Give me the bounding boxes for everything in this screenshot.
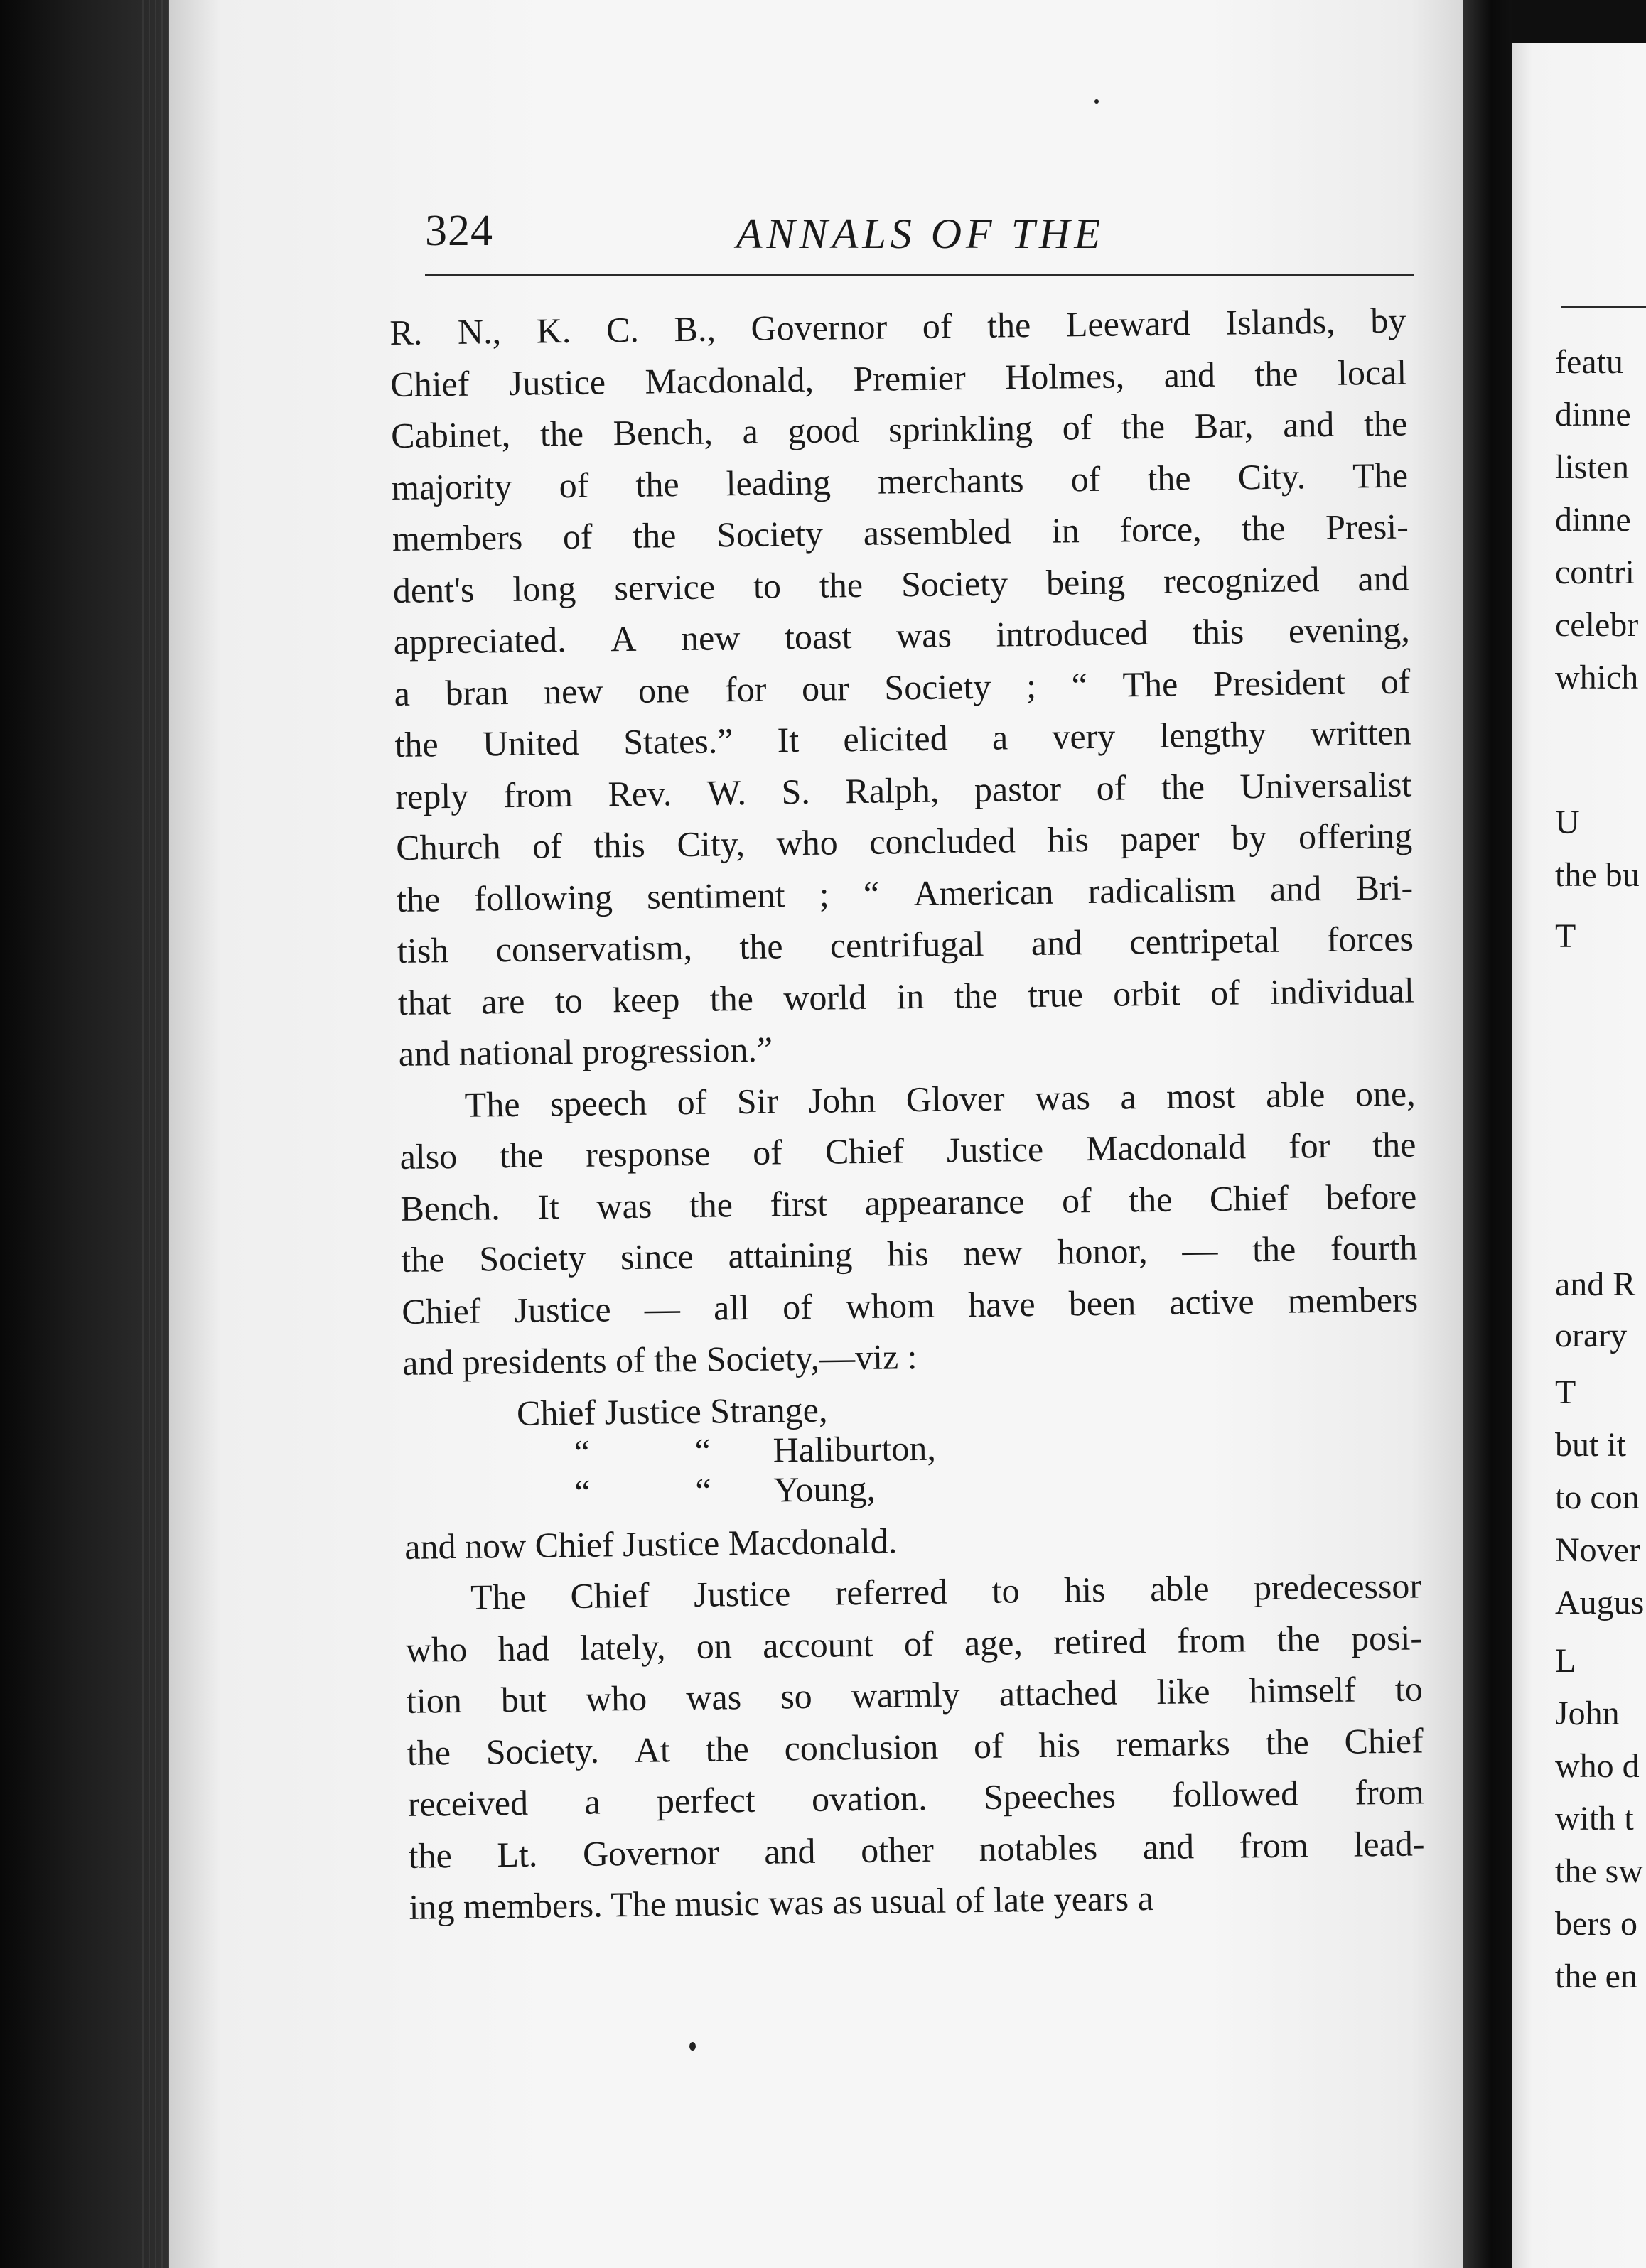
word: been (1068, 1282, 1136, 1323)
word: from (1176, 1619, 1247, 1660)
word: ; (1026, 665, 1037, 706)
word: warmly (851, 1674, 960, 1716)
word: tion (406, 1680, 463, 1721)
right-page-text-fragment: orary (1555, 1317, 1628, 1354)
word: by (1370, 300, 1406, 341)
word: recognized (1163, 558, 1320, 601)
word: It (537, 1186, 560, 1227)
word: majority (391, 465, 512, 507)
word: elicited (843, 718, 948, 760)
word: of (532, 826, 563, 866)
word: of (922, 306, 952, 346)
body-text (389, 295, 1426, 1933)
word: the (408, 1835, 453, 1876)
word: Justice (946, 1128, 1044, 1170)
text-line-content: ing members. The music was as usual of late years a (409, 1878, 1154, 1927)
word: At (634, 1729, 671, 1770)
word: members (1287, 1278, 1419, 1321)
ditto-mark: “ (695, 1470, 711, 1511)
word: Speeches (983, 1775, 1117, 1817)
word: since (620, 1236, 694, 1278)
word: of (752, 1132, 783, 1172)
word: Bri- (1355, 866, 1414, 907)
right-page-text-fragment: John (1555, 1695, 1620, 1732)
word: keep (612, 978, 680, 1020)
word: and (1031, 922, 1083, 963)
word: radicalism (1087, 869, 1237, 911)
word: Society (478, 1237, 586, 1279)
ditto-mark: “ (694, 1430, 711, 1471)
word: who (776, 822, 839, 863)
word: and (1357, 558, 1409, 598)
word: leading (726, 461, 832, 503)
word: the (705, 1728, 750, 1769)
word: the (1265, 1721, 1310, 1762)
word: of (973, 1725, 1004, 1766)
word: new (963, 1232, 1023, 1273)
word: was (895, 615, 952, 656)
word: are (480, 981, 525, 1021)
word: remarks (1115, 1722, 1231, 1764)
word: of (1061, 1179, 1092, 1221)
word: It (777, 720, 800, 760)
right-page-text-fragment: which (1555, 659, 1639, 696)
word: like (1156, 1671, 1210, 1712)
word: the (986, 304, 1031, 345)
word: of (1210, 971, 1241, 1012)
word: the (635, 463, 679, 504)
word: true (1027, 973, 1084, 1015)
word: appreciated. (393, 619, 566, 662)
word: Chief (1344, 1719, 1424, 1761)
word: The (1352, 455, 1409, 495)
word: before (1325, 1175, 1417, 1217)
word: Society (900, 562, 1008, 604)
word: the (1161, 766, 1205, 807)
word: a (742, 411, 759, 451)
word: the (1147, 457, 1191, 498)
word: able (1149, 1568, 1210, 1609)
word: following (474, 876, 613, 919)
word: Sir (736, 1080, 779, 1121)
right-page-text-fragment: with t (1555, 1800, 1634, 1837)
word: the (1363, 403, 1408, 444)
paragraph-reply (405, 1560, 1426, 1933)
word: Rev. (608, 772, 672, 814)
chief-justice-list (403, 1382, 1421, 1513)
word: Society (883, 666, 991, 708)
word: his (886, 1233, 929, 1274)
word: Governor (582, 1832, 719, 1874)
word: for (1288, 1125, 1330, 1166)
word: merchants (877, 459, 1024, 502)
word: — (1182, 1229, 1218, 1270)
word: this (593, 824, 646, 865)
word: City. (1237, 455, 1306, 497)
text-line-content: and national progression.” (398, 1029, 773, 1074)
word: centrifugal (829, 923, 984, 966)
word: world (782, 976, 867, 1017)
text-line-content: and presidents of the Society,—viz : (402, 1336, 918, 1383)
word: forces (1326, 918, 1414, 959)
word: Universalist (1239, 763, 1412, 806)
right-page-text-fragment: T (1555, 1373, 1576, 1411)
word: predecessor (1253, 1565, 1422, 1608)
word: posi- (1350, 1616, 1423, 1658)
word: all (713, 1287, 750, 1328)
word: the (954, 975, 999, 1015)
word: Holmes, (1004, 355, 1125, 396)
word: to (1394, 1668, 1424, 1709)
word: Chief (824, 1130, 905, 1172)
word: Chief (1209, 1177, 1289, 1219)
word: A (610, 618, 637, 659)
word: the (1254, 352, 1298, 394)
word: our (801, 667, 849, 708)
word: bran (445, 671, 509, 713)
word: conclusion (784, 1726, 939, 1768)
word: a (584, 1781, 601, 1822)
word: States.” (623, 720, 733, 762)
word: pastor (974, 768, 1062, 809)
word: of (677, 1081, 707, 1122)
word: force, (1119, 509, 1202, 550)
page-speck (1094, 99, 1099, 104)
right-page-text-fragment: celebr (1555, 606, 1639, 644)
word: of (1380, 660, 1411, 701)
list-text: Haliburton, (773, 1427, 937, 1470)
word: good (787, 409, 859, 451)
word: Justice (514, 1288, 611, 1330)
word: the (632, 515, 677, 556)
word: for (724, 669, 767, 709)
word: very (1052, 716, 1116, 757)
right-page-text-fragment: Augus (1555, 1584, 1645, 1621)
word: in (1051, 510, 1080, 551)
word: attached (999, 1672, 1118, 1714)
word: one, (1355, 1072, 1416, 1113)
word: appearance (864, 1180, 1025, 1223)
ditto-mark: “ (574, 1432, 591, 1472)
right-page-rule (1561, 306, 1646, 308)
word: C. (606, 309, 640, 350)
word: centripetal (1129, 919, 1280, 962)
word: the (819, 564, 864, 605)
right-page-text-fragment: L (1555, 1642, 1576, 1680)
word: on (696, 1625, 733, 1666)
word: Leeward (1065, 303, 1191, 345)
word: toast (784, 616, 852, 657)
word: who (585, 1678, 647, 1719)
right-page-text-fragment: bers o (1555, 1905, 1637, 1943)
word: Society (716, 513, 824, 555)
word: Islands, (1225, 301, 1335, 342)
word: and (1282, 404, 1335, 445)
word: who (405, 1629, 468, 1670)
word: and (1163, 354, 1216, 395)
word: tish (397, 930, 449, 971)
word: but (500, 1679, 547, 1720)
word: Cabinet, (390, 414, 511, 455)
word: the (1276, 1618, 1320, 1659)
word: have (967, 1283, 1036, 1324)
word: lead- (1353, 1822, 1425, 1864)
word: the (1128, 1179, 1173, 1219)
word: Glover (905, 1078, 1005, 1119)
word: long (512, 568, 576, 609)
right-page-text-fragment: who d (1555, 1747, 1640, 1785)
word: offering (1298, 815, 1413, 857)
word: Chief (570, 1575, 650, 1616)
word: from (1355, 1771, 1424, 1813)
word: the (407, 1732, 451, 1773)
word: sprinkling (888, 407, 1033, 450)
word: Society. (485, 1730, 600, 1771)
word: response (585, 1133, 711, 1174)
word: a (991, 717, 1008, 757)
word: to (991, 1570, 1020, 1611)
word: and (1142, 1825, 1195, 1867)
word: of (782, 1286, 813, 1327)
word: Bench, (613, 411, 714, 453)
word: honor, (1057, 1231, 1148, 1272)
word: dent's (392, 569, 475, 610)
ditto-mark: “ (574, 1472, 591, 1512)
word: himself (1249, 1669, 1357, 1711)
word: had (497, 1627, 550, 1668)
word: first (770, 1183, 828, 1224)
word: The (464, 1084, 520, 1125)
word: City, (677, 823, 746, 865)
word: concluded (869, 820, 1016, 862)
right-page-text-fragment: the en (1555, 1958, 1637, 1995)
right-page-top-shadow (1512, 0, 1646, 43)
word: lately, (579, 1626, 666, 1668)
word: reply (395, 775, 469, 816)
word: The (1122, 663, 1178, 704)
word: assembled (863, 511, 1012, 553)
word: ovation. (811, 1777, 927, 1819)
word: R. (389, 312, 423, 352)
word: the (394, 724, 439, 765)
word: of (1070, 458, 1101, 499)
word: S. (781, 771, 811, 811)
word: Chief (401, 1290, 481, 1332)
word: the (739, 926, 783, 967)
word: speech (549, 1082, 647, 1123)
word: Justice (693, 1573, 791, 1614)
word: new (680, 617, 741, 659)
text-line-content: and now Chief Justice Macdonald. (404, 1520, 898, 1567)
word: B., (674, 308, 716, 350)
right-page-text-fragment: and R (1555, 1265, 1636, 1303)
word: Church (395, 826, 501, 868)
right-page-text-fragment: contri (1555, 554, 1635, 591)
header-rule (425, 274, 1414, 276)
word: of (559, 465, 589, 505)
word: Justice (508, 361, 606, 403)
word: sentiment (646, 874, 785, 917)
word: written (1310, 712, 1411, 754)
word: Bar, (1194, 405, 1254, 446)
word: President (1212, 662, 1346, 703)
word: American (913, 871, 1054, 913)
word: Lt. (497, 1834, 538, 1874)
word: paper (1120, 818, 1200, 859)
word: perfect (656, 1779, 756, 1821)
word: retired (1053, 1620, 1146, 1662)
word: able (1265, 1074, 1325, 1115)
word: Macdonald, (645, 359, 814, 401)
word: from (503, 774, 574, 815)
word: his (1063, 1569, 1106, 1610)
word: of (903, 1623, 934, 1663)
word: the (709, 978, 754, 1019)
word: attaining (728, 1234, 853, 1276)
right-page-text-fragment: the sw (1555, 1852, 1643, 1890)
word: ; (819, 874, 829, 914)
word: Ralph, (845, 770, 940, 811)
word: fourth (1330, 1227, 1418, 1268)
running-head: ANNALS OF THE (736, 210, 1105, 257)
word: was (685, 1677, 742, 1718)
word: the (1241, 507, 1286, 549)
list-text: Chief Justice Strange, (516, 1389, 828, 1433)
word: the (1121, 406, 1166, 447)
word: Governor (751, 306, 888, 348)
word: also (399, 1135, 458, 1177)
word: his (1038, 1724, 1081, 1765)
right-page-text-fragment: the bu (1555, 856, 1640, 894)
word: was (596, 1185, 652, 1226)
word: was (1034, 1076, 1091, 1118)
word: the (1252, 1228, 1296, 1270)
right-page-text-fragment: U (1555, 804, 1580, 841)
word: John (808, 1079, 876, 1120)
list-text: Young, (773, 1468, 876, 1510)
word: of (1096, 767, 1126, 808)
word: the (539, 413, 584, 454)
right-page-text-fragment: T (1555, 917, 1576, 955)
word: the (499, 1135, 544, 1176)
word: other (860, 1829, 935, 1870)
word: orbit (1112, 972, 1180, 1014)
right-page-text-fragment: but it (1555, 1426, 1627, 1464)
word: the (401, 1239, 445, 1280)
word: in (895, 976, 925, 1016)
word: K. (536, 310, 571, 351)
word: one (638, 669, 690, 711)
word: Macdonald (1085, 1126, 1247, 1169)
word: and (1269, 868, 1322, 909)
word: — (644, 1287, 681, 1329)
word: received (407, 1782, 529, 1824)
right-page-text-fragment: dinne (1555, 501, 1631, 539)
right-page-text-fragment: dinne (1555, 396, 1631, 433)
word: of (562, 516, 593, 557)
word: lengthy (1159, 713, 1266, 755)
word: Presi- (1325, 506, 1409, 547)
word: by (1230, 816, 1267, 858)
word: to (753, 565, 782, 606)
word: “ (863, 873, 880, 914)
word: so (780, 1675, 813, 1717)
paragraph-chief-justices (399, 1067, 1419, 1388)
word: and (763, 1830, 816, 1872)
word: introduced (996, 612, 1149, 654)
word: a (394, 673, 411, 713)
page-number: 324 (425, 207, 493, 255)
word: the (1372, 1124, 1416, 1165)
word: of (1062, 406, 1092, 448)
word: “ (1071, 664, 1088, 705)
word: referred (834, 1571, 948, 1613)
right-page-text-fragment: Nover (1555, 1531, 1640, 1569)
word: a (1120, 1076, 1137, 1117)
word: evening, (1288, 609, 1410, 651)
word: whom (845, 1285, 935, 1326)
page-speck (689, 2042, 696, 2051)
word: the (396, 878, 441, 919)
word: individual (1269, 969, 1415, 1012)
word: that (397, 981, 452, 1022)
word: W. (706, 772, 747, 813)
word: new (543, 670, 603, 711)
word: N., (457, 311, 502, 352)
word: members (392, 517, 523, 558)
word: the (689, 1184, 733, 1225)
word: The (470, 1576, 527, 1617)
right-page-text-fragment: to con (1555, 1479, 1640, 1516)
word: service (614, 566, 716, 608)
word: account (762, 1624, 873, 1665)
word: age, (964, 1621, 1023, 1663)
word: Bench. (400, 1187, 501, 1228)
word: active (1168, 1280, 1255, 1322)
right-page-text-fragment: featu (1555, 343, 1623, 381)
word: notables (979, 1827, 1098, 1869)
paragraph-continued (389, 295, 1415, 1080)
word: followed (1171, 1773, 1299, 1815)
word: United (482, 722, 580, 764)
word: conservatism, (495, 927, 693, 970)
word: this (1192, 611, 1244, 652)
word: local (1337, 352, 1407, 393)
word: Chief (389, 363, 470, 404)
word: being (1045, 561, 1126, 603)
word: most (1166, 1075, 1236, 1116)
right-page-text-fragment: listen (1555, 448, 1629, 486)
word: Premier (853, 357, 967, 399)
word: his (1047, 819, 1090, 860)
word: to (554, 980, 583, 1020)
word: from (1239, 1824, 1309, 1866)
